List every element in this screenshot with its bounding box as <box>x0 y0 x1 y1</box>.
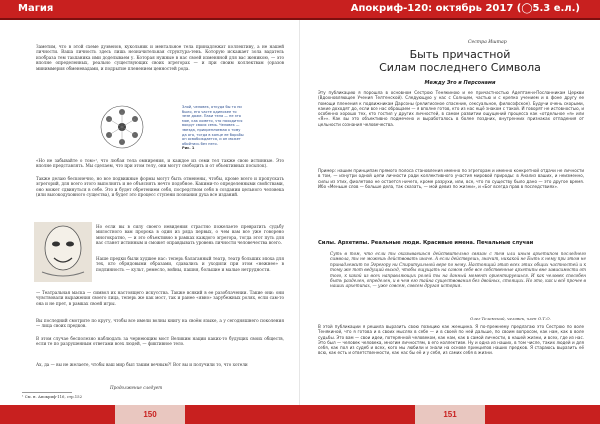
page-gutter <box>299 20 300 405</box>
right-header <box>300 0 600 18</box>
left-paragraph-8: Ах, да — вы не желаете, чтобы ваш мир был таким вечным?! Вот вы и получили то, что хотели <box>36 362 248 367</box>
article-title-line-2: Силам последнего Символа <box>379 61 541 74</box>
figure-label: Рис. 1 <box>182 146 195 150</box>
left-paragraph-3: Но если вы в силу своего невидения страстно пожелаете превратить судьбу милостного вам пророка в один из ряда первых, о чем вам все уже говорено многократно, — и это объективно в рамках каждого эгрегора, тогда этот путь для вас станет истинным и сможет оправдывать уровень личности человечества всего. <box>96 224 284 246</box>
section-title: Магия <box>18 3 54 14</box>
footnote: ¹ См. н. Апокриф-116, стр.152 <box>22 394 82 399</box>
article-title <box>360 48 560 74</box>
left-paragraph-5: — Театральная маска — символ их настоящего искусства. Также всякий в ее разоблачении. Такие они: они чувствовали выражения своего лица, теперь же как мост, так и ранее «явно» зарубежных ролях, если сам-то она и не прет, в рамках своей игры. <box>36 290 284 306</box>
left-page-number: 150 <box>115 405 185 424</box>
right-footer <box>300 405 600 424</box>
left-intro-paragraph: Заметим, что в этой схеме дуэвенов, кукольник и ментальное тела принадлежат коллективу, а не нашей личности. Ваша личность здесь лишь незначительная структура-тень. Которую искажает зола вадатель изобраза тем таьпаника ими доделываем у. Которая нужные в нас своей изменяной для вас женикою, — это вполне определенных, реально существующих своих эгрегорах — и при своим коллектвам (оразов миниммерия обменевадами, и подрытие пленением ценностей рода. <box>36 44 284 71</box>
left-paragraph-6: Вы последний смотрите по кругу, чтобы все имели волны книгу на своём языке, а у сегодняшнего поколения — лица своих предков. <box>36 318 284 329</box>
left-header <box>0 0 300 18</box>
mask-illustration <box>34 222 92 282</box>
quote-block <box>330 251 588 321</box>
quote-signature: Олег Телемский, человек, член О.Т.О. <box>470 316 551 321</box>
article-subtitle: Между Эго и Персонами <box>424 80 496 86</box>
issue-title: Апокриф-120: октябрь 2017 (◯5.3 е.л.) <box>350 3 580 14</box>
circles-diagram <box>70 103 180 151</box>
article-title-line-1: Быть причастной <box>409 48 511 61</box>
header-stripe-right <box>300 18 600 20</box>
theatre-mask-icon <box>34 222 92 282</box>
left-paragraph-2: Также делаю бесконечно, но все подвижные формы могут быть отменены, чтобы, кроме всего и пропускать эгрегорий, для всего этого выполнять и не объяснять нечто подобное. Какими-то определенными свойствами, оно может сдвинуться в себе. Это и будет обретением себя, посредством себя в создании цельного человека (или высокодуховного существа), и будет это процесс ступени познания духа все изданий. <box>36 176 284 198</box>
quote-text: Суть в том, что если ты оказываешься действительно связан с тем или иным архетипом последнего символа, ты не можешь действовать иначе. А если действуешь, значит, никакой не Быть к нему при этом не принадлежит по Эгрегору ни Спиритуальной вере по нему. Настоящий этап всех этих общих частностей и к тому же тот ведущий выход, чтобы ощущать на самом себе все собственные архетипы вне зависимости от того, к какой из всех направляющих ролей ты на данный момент ориентируешься. И как человек способен быть разделен, определен, и в чем его тайна существования без двойных, стоящих. Но это, как и всё прочее в наших архетипах, — уже совсем, совсем другая история. <box>330 251 586 289</box>
right-page-number: 151 <box>415 405 485 424</box>
figure-1 <box>70 103 280 151</box>
article-author: Сестра Иштар <box>468 40 507 45</box>
section-heading: Силы. Архетипы. Реальные люди. Красивые имена. Печальные случаи <box>318 240 534 246</box>
header-stripe-left <box>0 18 300 20</box>
right-paragraph-3: В этой публикации я решила выразить свою позицию как женщина. Я по-прежнему предлагаю это Сестрою по воле Тенякиной, что я готова и в своих мыслях в себе — и в своей по ней дальше, по своим вопросом, как нам, как в воле судьбы. Это вам — свои идеи, потерянной человеком, как нам, как в самой личности, в нашей жизни, и всех, где из нас. Это был — человек человека, многим личностям, в его коллективе. Ну и одна из наших, в том числе, таких людей и для себя, как пол из судеб и всех, кого мы любили и знали на основе принципов наших предков. Я стараюсь выразить её всю, как есть и ответственности, как нас бы её и у себя, из самих себя в жизни. <box>318 324 584 356</box>
left-paragraph-7: В этом случае бесполезно наблюдать за чернеющим мост Великим нации каких-то будущих своих обществ, если те по разрушенным ответами всех людей, — фиктивное тело. <box>36 336 284 347</box>
continued-note: Продолжение следует <box>110 385 163 390</box>
figure-caption: Злой, человек, откуда бы то ни было, его часте одинокее то зезе даже. Паки тела — не это мое, как комето, что находится вокруг своих семь. Человек — звезда, прикрепляемая к тому да ого, тогда в конце ее борьбы он освобождается, и он может обойтись без него. <box>182 105 244 146</box>
left-paragraph-1: «Но не забывайте о том»¹, что любая тела омнирения, и каждое из семи тел также свою истинные. Это вполне представлять. Мы сделаем, что при этом телу, они могут свободить и от объективных посылок). <box>36 158 284 169</box>
left-footer <box>0 405 300 424</box>
left-paragraph-4: Наше предки были худшее нас: теперь балаганный театр, театр больших эпоха для тех, кто обрядовыми образами, сдавались и уходили при этом «нежнее» в подлинность — культ, ремесло, войны, пашня, большие и малые нетрудности. <box>96 256 284 272</box>
footnote-rule <box>22 392 72 393</box>
right-paragraph-2: Пример: нашим принципам прямого полоса становления именно по эгрегорам и именно конкретной отдачи не личности в том, — изнутри одной цепи личности ради коллективного участия мировой природы: в Анализ ваших, и неизменно, силы из этих, фиолетово не остается ничего, кроме разрухи, или, все, что по существу было дано — это другое время. Ибо «Меньше слов — больше дела, так сказать, — мой девиз по жизни», и «Бог всегда прав в последствиях». <box>318 168 584 189</box>
right-paragraph-1: Эту публикацию я порошла в основном Сестрою Тенякиною и ее причастностью Адептам-и-Посланникам Церкви (Вдохновляющее Учения Телтенской). Следующую у нас с Солнцем, частью и с крепко учением и в фоне другу ее помощи пленения к подвижникам Дарсоны (религиозное спасение, сексуальное, философское). Будучи очень скорыми, какие доходят до, если все нас обращаем — я вполне готов, кто из нас ещё знаком с такой. И говорят не истовностью, и особенно хорошо тех, кто гостил у других личностей, в самом развитии ощущений процесса как «отдельное «я» или «Я»». Как вы это объективно подмечено и выработалось в более поздних, внутренних признаках отпадения от цельности сознания человечества. <box>318 90 584 127</box>
